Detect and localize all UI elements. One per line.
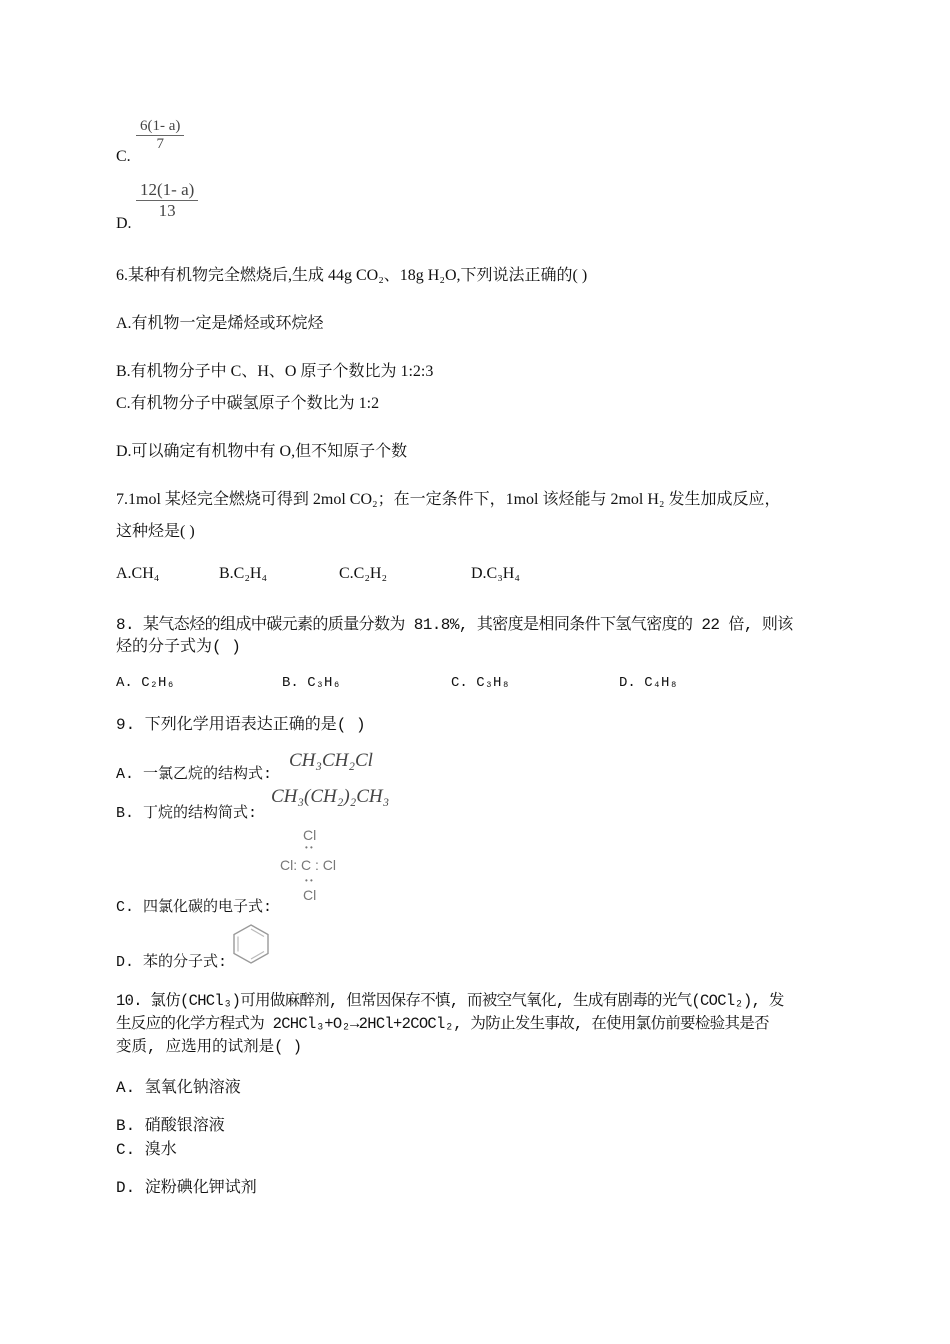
q9-option-a-formula: CH₃CH₂Cl [289,750,373,771]
q9-option-b-formula: CH₃(CH₂)₂CH₃ [271,786,390,807]
q9-option-d-label: D. 苯的分子式: [116,954,228,971]
q9-option-a-label: A. 一氯乙烷的结构式: [116,766,273,783]
q5-d-denominator: 13 [158,201,176,220]
q8-option-b: B. C₃H₆ [282,675,341,691]
q7-option-c: C.C₂H₂ [339,565,388,582]
q6-option-b: B.有机物分子中 C、H、O 原子个数比为 1:2:3 [116,363,434,380]
q7-option-d: D.C₃H₄ [471,565,520,582]
q6-option-c: C.有机物分子中碳氢原子个数比为 1:2 [116,395,380,412]
q6-option-d: D.可以确定有机物中有 O,但不知原子个数 [116,443,408,460]
q5-c-numerator: 6(1- a) [140,118,181,134]
lewis-dots-bottom: • • [305,876,313,885]
q10-stem-line3: 变质, 应选用的试剂是( ) [116,1038,303,1056]
lewis-top-cl: Cl [303,827,317,843]
q10-option-d: D. 淀粉碘化钾试剂 [116,1179,257,1197]
q5-c-denominator: 7 [156,136,164,152]
q8-stem-line1: 8. 某气态烃的组成中碳元素的质量分数为 81.8%, 其密度是相同条件下氢气密度的 22 倍, 则该 [116,616,793,634]
q9-stem: 9. 下列化学用语表达正确的是( ) [116,716,366,734]
q7-option-b: B.C₂H₄ [219,565,268,582]
q8-option-a: A. C₂H₆ [116,675,175,691]
q10-option-c: C. 溴水 [116,1141,177,1159]
q9-option-c-label: C. 四氯化碳的电子式: [116,899,273,916]
q10-stem-line1: 10. 氯仿(CHCl₃)可用做麻醉剂, 但常因保存不慎, 而被空气氧化, 生成有剧毒的光气(COCl₂), 发 [116,992,784,1010]
q5-option-d-fraction [136,180,198,221]
q5-option-c-fraction [136,118,184,153]
q7-stem-line1: 7.1mol 某烃完全燃烧可得到 2mol CO₂；在一定条件下，1mol 该烃能与 2mol H₂ 发生加成反应， [116,491,781,508]
q10-option-b: B. 硝酸银溶液 [116,1117,225,1135]
q10-option-a: A. 氢氧化钠溶液 [116,1079,241,1097]
q7-stem-line2: 这种烃是( ) [116,523,195,540]
q10-stem-line2: 生反应的化学方程式为 2CHCl₃+O₂→2HCl+2COCl₂, 为防止发生事故, 在使用氯仿前要检验其是否 [116,1015,769,1033]
q5-d-numerator: 12(1- a) [140,180,195,199]
benzene-ring-icon [230,922,272,966]
q6-option-a: A.有机物一定是烯烃或环烷烃 [116,315,324,332]
q8-stem-line2: 烃的分子式为( ) [116,638,241,656]
lewis-bottom-cl: Cl [303,887,317,903]
q8-option-d: D. C₄H₈ [619,675,678,691]
lewis-middle-row: Cl: C : Cl [280,857,336,873]
q5-option-d-label: D. [116,215,132,232]
q9-option-b-label: B. 丁烷的结构简式: [116,805,258,822]
lewis-dots-top: • • [305,843,313,852]
q6-stem: 6.某种有机物完全燃烧后,生成 44g CO₂、18g H₂O,下列说法正确的( ) [116,267,588,284]
q8-option-c: C. C₃H₈ [451,675,510,691]
q7-option-a: A.CH₄ [116,565,160,582]
q5-option-c-label: C. [116,148,131,165]
